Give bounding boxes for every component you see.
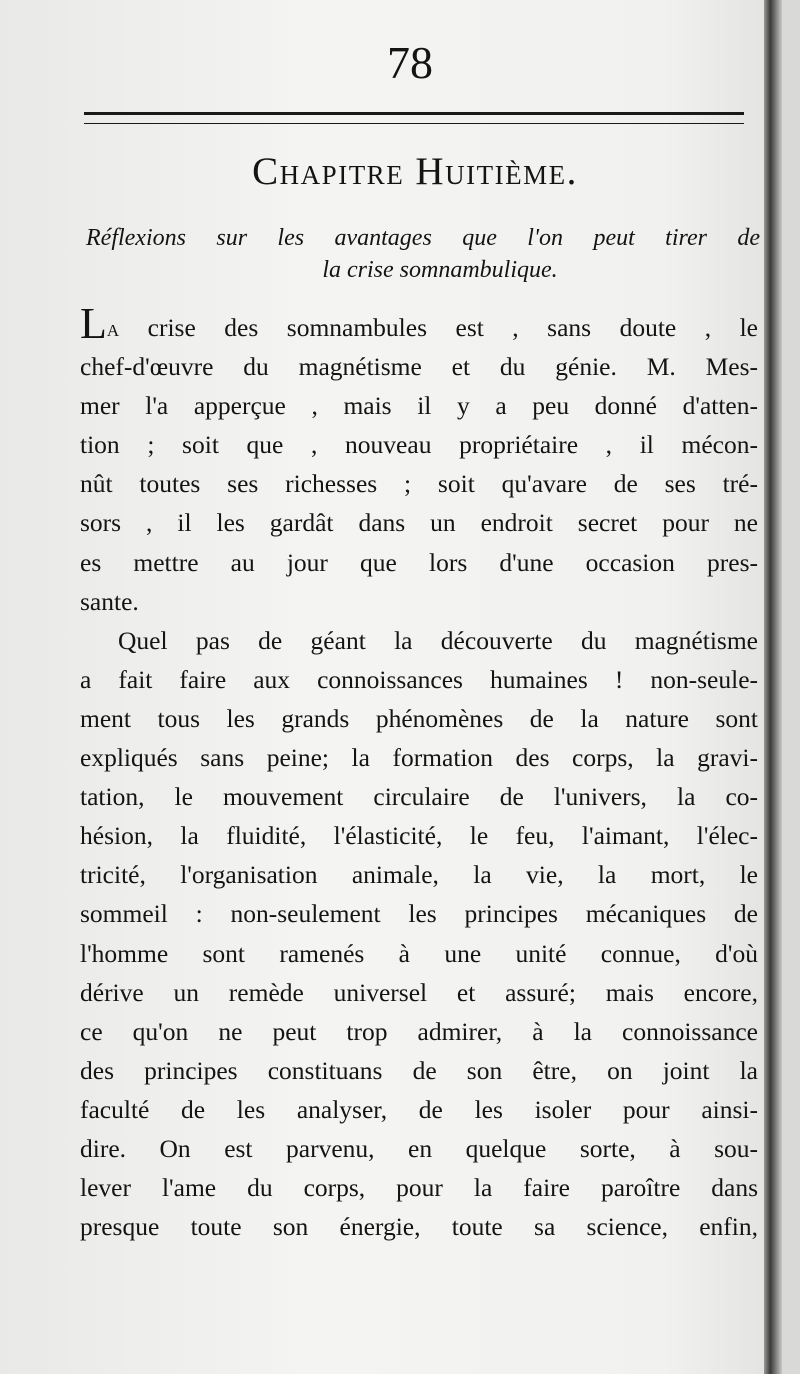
text-line: Quel pas de géant la découverte du magnétisme bbox=[118, 625, 758, 655]
text-line: l'homme sont ramenés à une unité connue, d'où bbox=[80, 938, 758, 968]
text-line: hésion, la fluidité, l'élasticité, le feu, l'aimant, l'élec- bbox=[80, 821, 758, 851]
text-line: ce qu'on ne peut trop admirer, à la connoissance bbox=[80, 1016, 758, 1046]
header-rule-thin bbox=[84, 123, 744, 124]
subtitle-line: la crise somnambulique. bbox=[322, 257, 558, 283]
drop-cap: L bbox=[80, 299, 107, 348]
text-line: chef-d'œuvre du magnétisme et du génie. M. Mes- bbox=[80, 352, 758, 382]
text-line: sors , il les gardât dans un endroit secret pour ne bbox=[80, 508, 758, 538]
text-line-content: crise des somnambules est , sans doute , le bbox=[119, 313, 758, 342]
text-line: tion ; soit que , nouveau propriétaire , il mécon- bbox=[80, 430, 758, 460]
text-line: sante. bbox=[80, 586, 139, 616]
body-text bbox=[80, 299, 758, 1246]
text-line: sommeil : non-seulement les principes mécaniques de bbox=[80, 899, 758, 929]
text-line: lever l'ame du corps, pour la faire paroître dans bbox=[80, 1173, 758, 1203]
text-line: presque toute son énergie, toute sa science, enfin, bbox=[80, 1212, 758, 1242]
header-rule-thick bbox=[84, 112, 744, 115]
drop-cap-rest: a bbox=[106, 316, 120, 342]
text-line bbox=[80, 299, 758, 348]
text-line: mer l'a apperçue , mais il y a peu donné d'atten- bbox=[80, 391, 758, 421]
text-line: tation, le mouvement circulaire de l'univers, la co- bbox=[80, 782, 758, 812]
text-line: a fait faire aux connoissances humaines ! non-seule- bbox=[80, 664, 758, 694]
text-line: des principes constituans de son être, on joint la bbox=[80, 1055, 758, 1085]
text-line: expliqués sans peine; la formation des corps, la gravi- bbox=[80, 743, 758, 773]
text-line: es mettre au jour que lors d'une occasion pres- bbox=[80, 547, 758, 577]
text-line: dérive un remède universel et assuré; mais encore, bbox=[80, 977, 758, 1007]
text-line: ment tous les grands phénomènes de la nature sont bbox=[80, 703, 758, 733]
page-number: 78 bbox=[387, 37, 433, 88]
text-line: nût toutes ses richesses ; soit qu'avare de ses tré- bbox=[80, 469, 758, 499]
text-line: dire. On est parvenu, en quelque sorte, à sou- bbox=[80, 1133, 758, 1163]
text-line: faculté de les analyser, de les isoler pour ainsi- bbox=[80, 1094, 758, 1124]
subtitle-line: Réflexions sur les avantages que l'on peut tirer de bbox=[86, 225, 760, 251]
chapter-subtitle bbox=[80, 222, 760, 286]
text-line: tricité, l'organisation animale, la vie, la mort, le bbox=[80, 860, 758, 890]
chapter-title: Chapitre Huitième. bbox=[252, 150, 578, 193]
page-edge-shadow bbox=[764, 0, 782, 1374]
